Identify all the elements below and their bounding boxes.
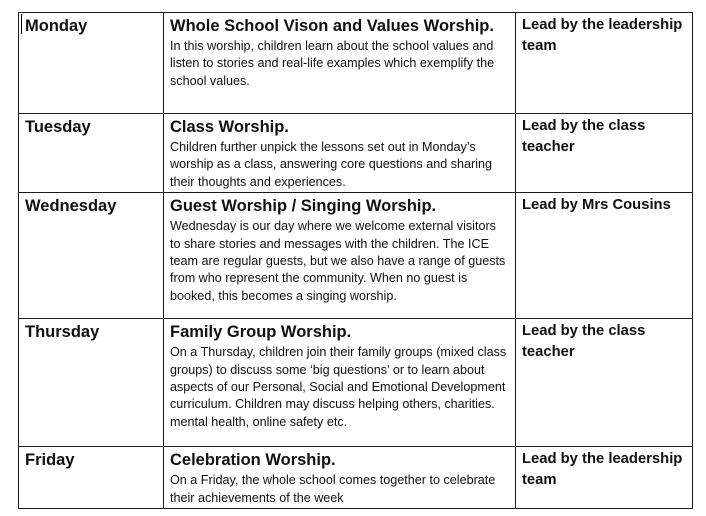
worship-cell <box>164 13 516 114</box>
table-row <box>19 13 693 114</box>
day-cell <box>19 319 164 447</box>
worship-title: Celebration Worship. <box>170 451 336 470</box>
lead-cell <box>516 193 693 319</box>
day-label: Wednesday <box>25 197 117 216</box>
worship-description: In this worship, children learn about the school values and listen to stories and real-life examples which exemplify the school values. <box>170 39 495 88</box>
worship-cell <box>164 114 516 193</box>
lead-label: Lead by the leadership team <box>522 451 683 489</box>
worship-title: Whole School Vison and Values Worship. <box>170 17 494 35</box>
lead-cell <box>516 13 693 114</box>
day-cell <box>19 114 164 193</box>
day-label: Monday <box>25 17 88 35</box>
table-row <box>19 319 693 447</box>
lead-label: Lead by Mrs Cousins <box>522 197 671 214</box>
table-row <box>19 193 693 319</box>
day-label: Friday <box>25 451 75 470</box>
worship-description: On a Friday, the whole school comes together to celebrate their achievements of the week <box>170 473 496 505</box>
lead-label: Lead by the class teacher <box>522 323 646 361</box>
lead-label: Lead by the leadership team <box>522 17 683 54</box>
day-cell <box>19 447 164 509</box>
table-row <box>19 114 693 193</box>
worship-title: Class Worship. <box>170 118 289 136</box>
worship-title: Family Group Worship. <box>170 323 352 342</box>
day-cell <box>19 193 164 319</box>
text-cursor <box>21 14 22 34</box>
lead-cell <box>516 319 693 447</box>
lead-cell <box>516 114 693 193</box>
lead-cell <box>516 447 693 509</box>
worship-schedule-table <box>18 12 693 509</box>
day-label: Tuesday <box>25 118 91 136</box>
worship-description: On a Thursday, children join their family groups (mixed class groups) to discuss some ‘big questions’ or to learn about aspects of our Personal, Social and Emotional Development curriculum. Children may discuss helping others, charities. mental health, online safety etc. <box>170 345 507 429</box>
lead-label: Lead by the class teacher <box>522 118 646 155</box>
table-row <box>19 447 693 509</box>
worship-description: Children further unpick the lessons set out in Monday’s worship as a class, answering core questions and sharing their thoughts and experiences. <box>170 140 493 189</box>
day-label: Thursday <box>25 323 100 342</box>
worship-description: Wednesday is our day where we welcome external visitors to share stories and messages with the children. The ICE team are regular guests, but we also have a range of guests from who represent the community. When no guest is booked, this becomes a singing worship. <box>170 219 506 303</box>
worship-cell <box>164 193 516 319</box>
worship-title: Guest Worship / Singing Worship. <box>170 197 437 216</box>
worship-cell <box>164 447 516 509</box>
day-cell <box>19 13 164 114</box>
worship-cell <box>164 319 516 447</box>
